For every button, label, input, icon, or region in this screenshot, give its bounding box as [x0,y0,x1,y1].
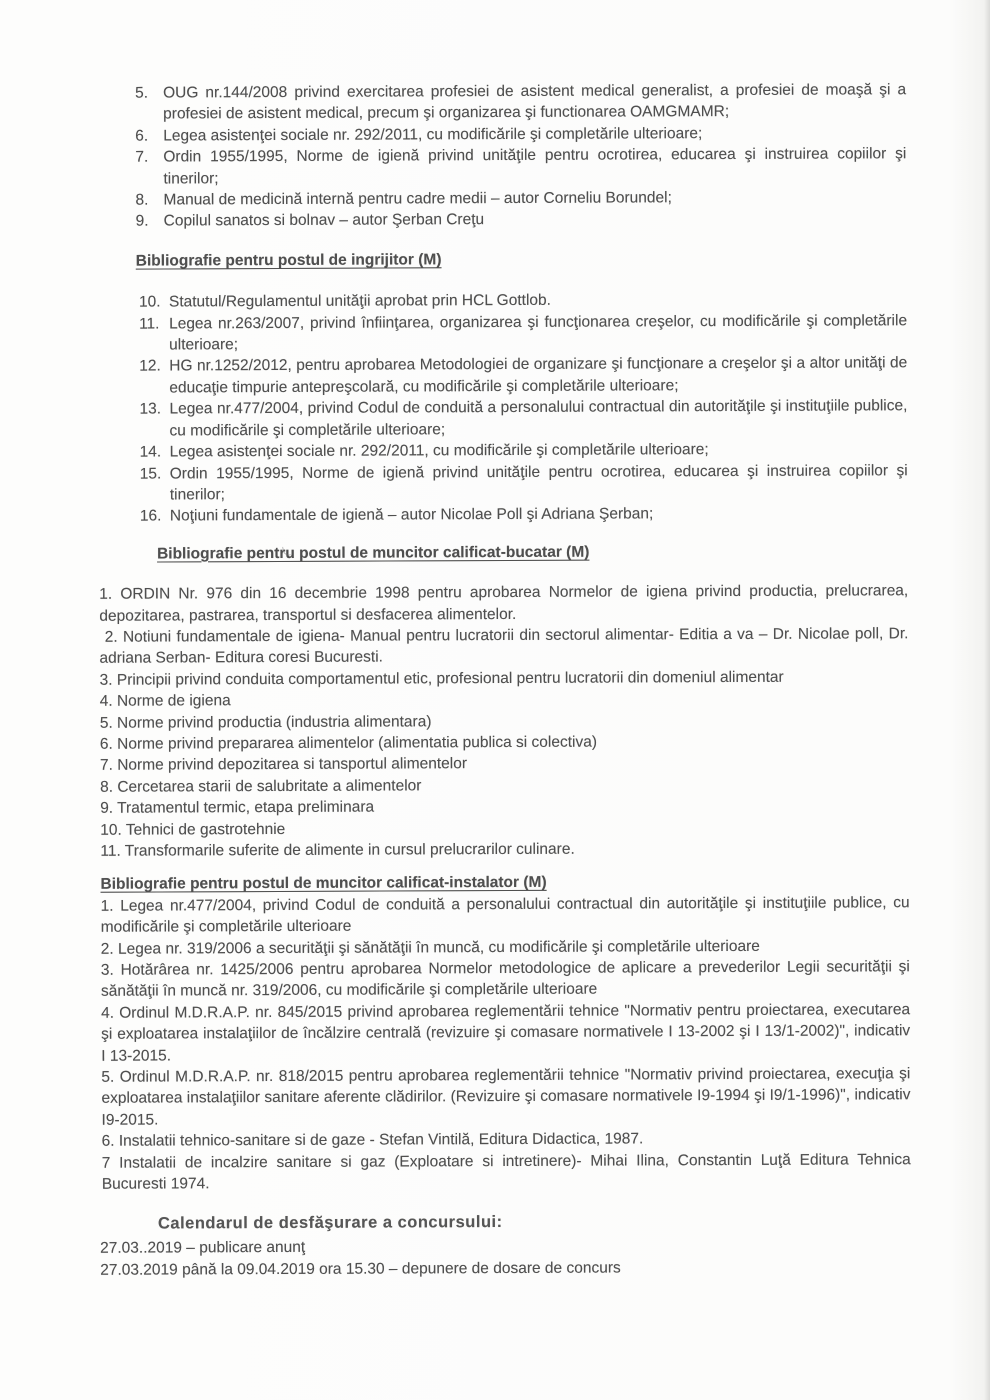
scan-edge-shadow [984,0,990,1400]
list-item-number: 15. [139,464,162,483]
list-item [139,353,907,399]
list-item: 4. Norme de igiena [99,692,231,710]
list-item-number: 14. [139,443,162,461]
list-item-number: 5. [135,84,149,102]
calendar-line: 27.03.2019 până la 09.04.2019 ora 15.30 – depunere de dosare de concurs [100,1259,621,1280]
list-item: 2. Legea nr. 319/2006 a securităţii şi sănătăţii în muncă, cu modificările şi completările ulterioare [100,937,760,958]
bibliography-list-bucatar [99,580,909,862]
bibliography-list-instalator [100,892,911,1195]
list-item [140,460,908,506]
list-item-text: Legea nr.263/2007, privind înfiinţarea, organizarea şi funcţionarea creşelor, cu modificările şi completările ulterioare; [169,311,908,354]
list-item: 5. Norme privind productia (industria alimentara) [99,712,432,732]
list-item [139,396,907,442]
list-item-text: Legea asistenţei sociale nr. 292/2011, cu modificările şi completările ulterioare; [163,124,703,145]
list-item [139,310,907,356]
bibliography-list-asistent-medical [135,79,907,232]
list-item: 8. Cercetarea starii de salubritate a alimentelor [100,777,422,796]
list-item: 6. Norme privind prepararea alimentelor (alimentatia publica si colectiva) [99,733,598,753]
list-item [136,208,907,233]
list-item-text: Copilul sanatos si bolnav – autor Şerban Creţu [163,211,485,230]
list-item-text: Manual de medicină internă pentru cadre medii – autor Corneliu Borundel; [163,189,672,209]
section-heading-instalator: Bibliografie pentru postul de muncitor calificat-instalator (M) [100,874,547,894]
list-item-text: Ordin 1955/1995, Norme de igienă privind unităţile pentru ocrotirea, educarea şi instruirea copiilor şi tinerilor; [169,461,908,504]
list-item-text: OUG nr.144/2008 privind exercitarea profesiei de asistent medical generalist, a profesiei de moaşă şi a profesiei de asistent medical, precum şi organizarea şi functionarea OAMGMAMR; [163,81,907,123]
list-item-text: HG nr.1252/2012, pentru aprobarea Metodologiei de organizare şi funcţionare a creşelor şi a altor unităţi de educaţie timpurie antepreşcolară, cu modificările şi completările ulterioare; [169,354,908,397]
list-item: 10. Tehnici de gastrotehnie [100,820,286,839]
list-item: 1. ORDIN Nr. 976 din 16 decembrie 1998 pentru aprobarea Normelor de igiena privind productia, prelucrarea, depozitarea, pastrarea, transportul si desfacerea alimentelor. [99,582,909,625]
list-item: 2. Notiuni fundamentale de igiena- Manual pentru lucratorii din sectorul alimentar- Editia a va – Dr. Nicolae poll, Dr. adriana Serban- Editura coresi Bucuresti. [99,625,909,668]
calendar-heading: Calendarul de desfăşurare a concursului: [157,1212,503,1233]
calendar-line: 27.03..2019 – publicare anunţ [100,1238,306,1257]
list-item: 5. Ordinul M.D.R.A.P. nr. 818/2015 pentru aprobarea reglementării tehnice "Normativ privind proiectarea, execuţia şi exploatarea instalaţiilor sanitare aferente clădirilor. (Revizuire şi comasare normativele I9-1994 şi I9/1-1996)", indicativ I9-2015. [101,1065,911,1129]
list-item-number: 6. [135,127,149,145]
list-item-text: Noţiuni fundamentale de igienă – autor Nicolae Poll şi Adriana Şerban; [169,505,654,525]
list-item: 3. Hotărârea nr. 1425/2006 pentru aprobarea Normelor metodologice de aplicare a prevederilor Legii securităţii şi sănătăţii în muncă nr. 319/2006, cu modificările şi completările ulterioare [100,958,910,1001]
list-item-number: 11. [139,315,160,333]
list-item [135,79,906,125]
section-heading-ingrijitor: Bibliografie pentru postul de ingrijitor (M) [135,251,442,270]
list-item: 7. Norme privind depozitarea si tansportul alimentelor [99,755,468,775]
list-item [140,503,908,528]
list-item-text: Legea asistenţei sociale nr. 292/2011, cu modificările şi completările ulterioare; [169,441,709,461]
list-item-number: 12. [139,357,161,376]
list-item: 3. Principii privind conduita comportamentul etic, profesional pentru lucratorii din domeniul alimentar [99,668,784,689]
list-item-number: 7. [135,148,149,166]
list-item: 6. Instalatii tehnico-sanitare si de gaze - Stefan Vintilă, Editura Didactica, 1987. [101,1130,644,1151]
list-item [135,143,906,189]
list-item-number: 9. [135,212,149,231]
list-item-number: 16. [139,507,162,525]
document-content [100,79,911,1282]
section-heading-bucatar: Bibliografie pentru postul de muncitor calificat-bucatar (M) [157,543,590,563]
list-item: 9. Tratamentul termic, etapa preliminara [100,798,375,817]
list-item-number: 13. [139,400,162,418]
bibliography-list-ingrijitor [139,288,908,527]
list-item-number: 8. [135,191,149,209]
list-item-number: 10. [138,293,161,311]
list-item: 11. Transformarile suferite de alimente in cursul prelucrarilor culinare. [100,840,575,860]
list-item-text: Statutul/Regulamentul unităţii aprobat prin HCL Gottlob. [168,292,551,311]
list-item-text: Ordin 1955/1995, Norme de igienă privind unităţile pentru ocrotirea, educarea şi instruirea copiilor şi tinerilor; [163,145,907,188]
list-item-text: Legea nr.477/2004, privind Codul de conduită a personalului contractual din autorităţile şi instituţiile publice, cu modificările şi completările ulterioare; [169,397,908,440]
list-item: 1. Legea nr.477/2004, privind Codul de conduită a personalului contractual din autorităţile şi instituţiile publice, cu modificările şi completările ulterioare [100,894,910,936]
calendar-lines [100,1234,911,1283]
list-item: 7 Instalatii de incalzire sanitare si gaz (Exploatare si intretinere)- Mihai Ilina, Constantin Luţă Editura Tehnica Bucuresti 1974. [101,1150,911,1193]
list-item: 4. Ordinul M.D.R.A.P. nr. 845/2015 privind aprobarea reglementării tehnice "Normativ pentru proiectarea, executarea şi exploatarea instalaţiilor de încălzire centrală (revizuire şi comasare normativele I 13-2002 şi I 13/1-2002)", indicativ I 13-2015. [101,1001,911,1065]
